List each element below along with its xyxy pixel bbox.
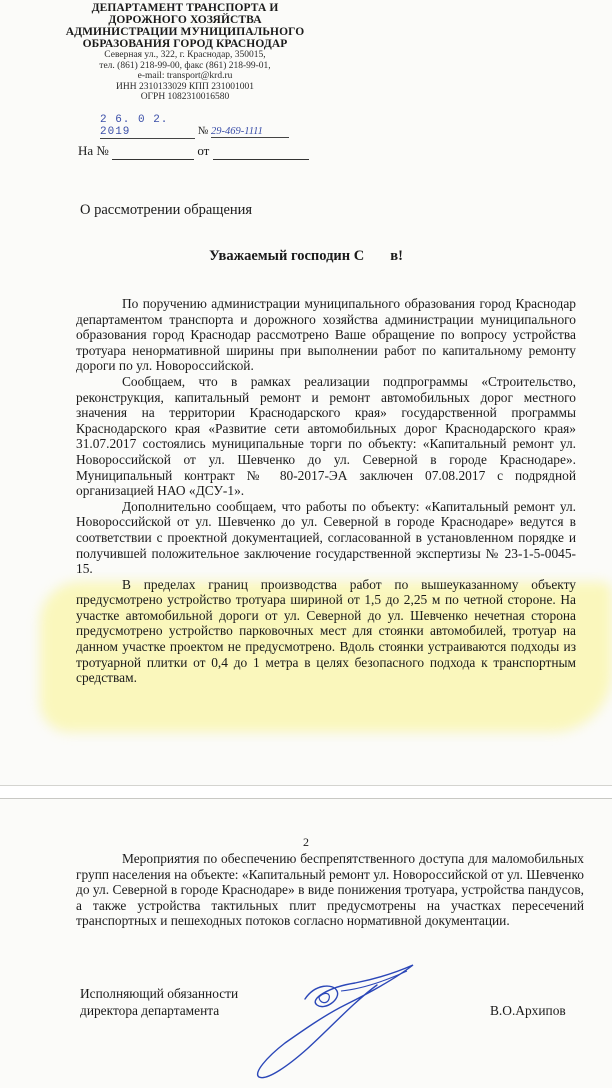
letter-body: [76, 296, 576, 686]
signatory-title: [80, 985, 238, 1019]
reference-line: [78, 143, 309, 160]
body-paragraph: Сообщаем, что в рамках реализации подпрограммы «Строительство, реконструкция, капитальный ремонт и ремонт автомобильных дорог местного значения на территории Краснодарского края» государственной программы Краснодарского края «Развитие сети автомобильных дорог Краснодарского края» 31.07.2017 состоялись муниципальные торги по объекту: «Капитальный ремонт ул. Новороссийской от ул. Шевченко до ул. Северной в городе Краснодаре». Муниципальный контракт № 80-2017-ЭА заключен 07.08.2017 с подрядной организацией НАО «ДСУ-1».: [76, 373, 576, 499]
letterhead-email: e-mail: transport@krd.ru: [137, 71, 233, 82]
letterhead-ogrn: ОГРН 1082310016580: [140, 92, 230, 103]
letter-body-continued: [76, 851, 584, 929]
reference-date-blank: [213, 143, 309, 160]
number-stamp: 29-469-1111: [211, 126, 289, 138]
body-paragraph-highlighted: В пределах границ производства работ по вышеуказанному объекту предусмотрено устройство тротуара шириной от 1,5 до 2,25 м по четной стороне. На участке автомобильной дороги от ул. Северной до ул. Шевченко нечетная сторона предусмотрено устройство парковочных мест для стоянки автомобилей, тротуар на данном участке проектом не предусмотрено. Вдоль стоянки устраиваются подходы из тротуарной плитки от 0,4 до 1 метра в целях безопасного подхода к транспортным средствам.: [76, 576, 576, 686]
letterhead-org-line: ОБРАЗОВАНИЯ ГОРОД КРАСНОДАР: [82, 38, 288, 50]
reference-number-label: На №: [78, 143, 109, 158]
letter-subject: О рассмотрении обращения: [80, 202, 253, 218]
registration-line: [100, 114, 300, 139]
letterhead-org-line: ДЕПАРТАМЕНТ ТРАНСПОРТА И: [91, 2, 279, 14]
body-paragraph: По поручению администрации муниципального образования город Краснодар департаментом транспорта и дорожного хозяйства администрации муниципального образования город Краснодар рассмотрено Ваше обращение по вопросу устройства тротуара ненормативной ширины при выполнении работ по капитальному ремонту дороги по ул. Новороссийской.: [76, 296, 576, 374]
letterhead-address-line: тел. (861) 218-99-00, факс (861) 218-99-01,: [99, 60, 271, 71]
letterhead: [50, 2, 320, 103]
signatory-title-line: директора департамента: [80, 1003, 220, 1018]
body-paragraph: Мероприятия по обеспечению беспрепятственного доступа для маломобильных групп населения на объекте: «Капитальный ремонт ул. Новороссийской от ул. Шевченко до ул. Северной в городе Краснодаре» в виде понижения тротуара, устройства пандусов, а также устройства тактильных плит предусмотрены на участках пересечений транспортных и пешеходных потоков согласно нормативной документации.: [76, 851, 584, 929]
letter-page-2: [0, 798, 612, 1088]
handwritten-signature: [245, 939, 435, 1084]
body-paragraph: Дополнительно сообщаем, что работы по объекту: «Капитальный ремонт ул. Новороссийской от ул. Шевченко до ул. Северной в городе Краснодаре» ведутся в соответствии с проектной документацией, согласованной в установленном порядке и получившей положительное заключение государственной экспертизы № 23-1-5-0045-15.: [76, 498, 576, 577]
letterhead-address-line: Северная ул., 322, г. Краснодар, 350015,: [104, 50, 266, 60]
letterhead-inn: ИНН 2310133029 КПП 231001001: [115, 81, 254, 92]
greeting: [0, 248, 612, 265]
greeting-prefix: Уважаемый господин С: [209, 248, 365, 264]
date-stamp: 2 6. 0 2. 2019: [100, 114, 195, 139]
page-number: 2: [303, 835, 309, 849]
reference-number-blank: [112, 143, 194, 160]
number-sign: №: [197, 125, 209, 137]
page-gap: [0, 786, 612, 798]
letterhead-org-line: АДМИНИСТРАЦИИ МУНИЦИПАЛЬНОГО: [65, 26, 305, 38]
reference-date-label: от: [197, 143, 210, 158]
signatory-name: В.О.Архипов: [490, 1003, 566, 1018]
greeting-suffix: в!: [390, 248, 403, 264]
letterhead-org-line: ДОРОЖНОГО ХОЗЯЙСТВА: [108, 14, 262, 26]
signatory-title-line: Исполняющий обязанности: [80, 986, 239, 1001]
